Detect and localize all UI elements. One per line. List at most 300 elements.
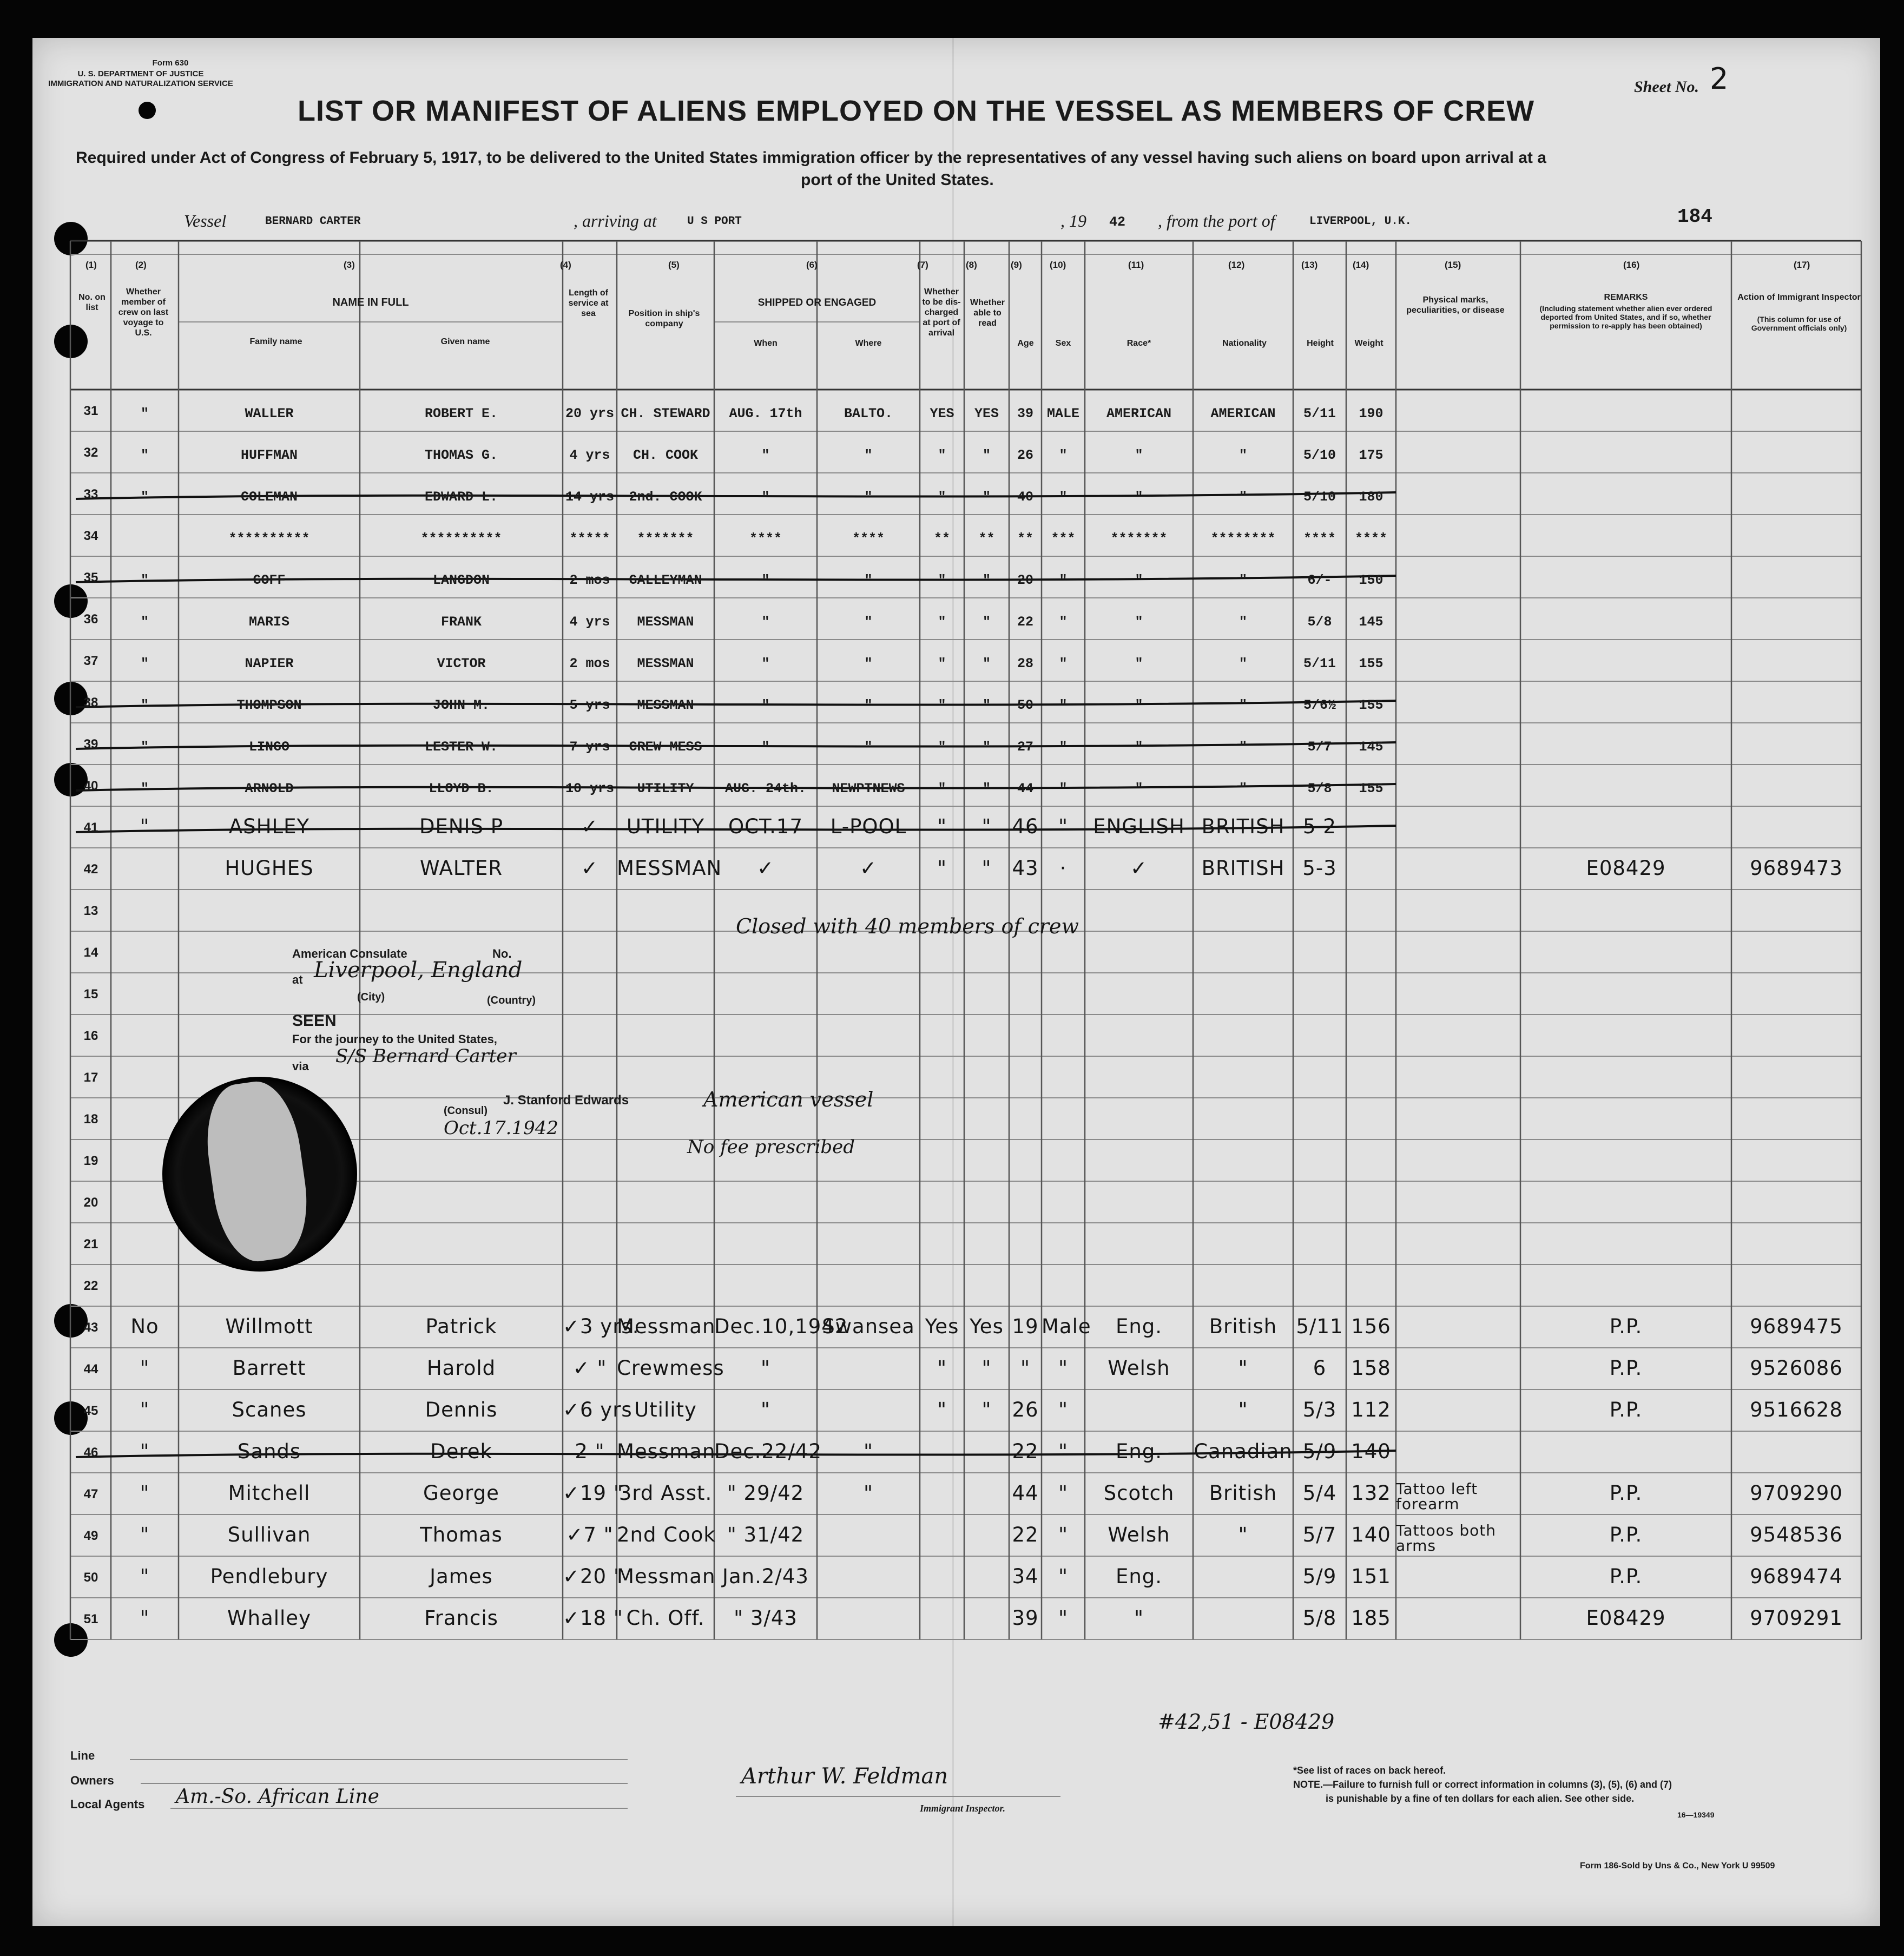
cell-weight: 175 [1359,447,1383,463]
arriving-label: , arriving at [574,211,657,230]
cell-given: ********** [420,531,502,546]
row-number: 51 [83,1612,98,1626]
cell-nat: " [1238,1356,1248,1380]
cell-position: Crewmess [617,1356,724,1380]
cell-height: 5/3 [1302,1398,1337,1421]
header-nationality: Nationality [1222,339,1267,348]
cell-read: " [982,489,991,505]
cell-read: ** [978,531,995,546]
column-number: (11) [1128,260,1144,270]
column-number: (13) [1301,260,1318,270]
cell-given: LESTER W. [424,739,498,755]
cell-age: 19 [1012,1315,1039,1338]
row-number: 36 [83,612,98,627]
header-name: NAME IN FULL [332,297,409,308]
column-number: (17) [1794,260,1810,270]
cell-nat: " [1238,739,1247,755]
cell-where: " [864,572,873,588]
cell-position: MESSMAN [637,614,694,630]
header-shipped: SHIPPED OR ENGAGED [757,297,877,308]
cell-read: " [981,1356,992,1380]
cell-given: George [423,1481,499,1505]
cell-given: LANGDON [432,572,490,588]
cell-service: ✓20 " [563,1565,623,1588]
cell-when: " 29/42 [727,1481,805,1505]
cell-c2: " [140,1481,150,1505]
print-code: 16—19349 [1677,1810,1715,1819]
cell-sex: " [1059,656,1068,671]
cell-height: 5/10 [1303,447,1336,463]
row-number: 40 [83,779,98,793]
cell-sex: " [1059,572,1068,588]
seen-label: SEEN [292,1012,337,1030]
cell-nat: " [1238,489,1247,505]
cell-c2: " [140,1523,150,1546]
row-number: 18 [83,1112,98,1127]
closed-note: Closed with 40 members of crew [736,914,1079,938]
cell-weight: 150 [1359,572,1383,588]
cell-disch: " [937,857,947,880]
cell-c16: E08429 [1586,857,1666,880]
cell-age: 26 [1017,447,1033,463]
from-port-label: , from the port of [1158,211,1275,230]
cell-where: BALTO. [844,406,893,422]
header-family-name: Family name [249,337,302,346]
cell-when: Dec.22/42 [714,1440,822,1463]
cell-height: 5/11 [1303,406,1336,422]
cell-service: ***** [569,531,610,546]
cell-race: ENGLISH [1093,815,1185,838]
inspector-signature: Arthur W. Feldman [741,1764,948,1789]
cell-age: 20 [1017,572,1033,588]
cell-race: " [1134,1606,1144,1630]
column-number: (14) [1353,260,1369,270]
cell-given: Thomas [420,1523,503,1546]
cell-weight: 180 [1359,489,1383,505]
consulate-place: Liverpool, England [314,958,523,983]
cell-c17: 9689473 [1750,857,1843,880]
cell-c16: P.P. [1609,1356,1643,1380]
cell-c16: P.P. [1609,1398,1643,1421]
cell-weight: 155 [1359,781,1383,796]
cell-family: COLEMAN [240,489,298,505]
cell-height: 5/6½ [1303,697,1336,713]
cell-position: ******* [637,531,694,546]
cell-family: Mitchell [228,1481,311,1505]
cell-race: Eng. [1115,1440,1163,1463]
cell-where: ✓ [859,857,877,880]
agents-value: Am.-So. African Line [176,1786,379,1808]
cell-nat: ******** [1210,531,1276,546]
cell-height: 5/7 [1302,1523,1337,1546]
cell-disch: " [938,614,946,630]
header-age: Age [1017,339,1034,348]
year-label: , 19 [1060,211,1086,230]
cell-c2: " [140,1606,150,1630]
cell-age: 39 [1012,1606,1039,1630]
cell-race: " [1135,781,1143,796]
cell-sex: " [1059,739,1068,755]
cell-position: Utility [634,1398,697,1421]
cell-service: 2 mos [569,656,610,671]
consul-name: J. Stanford Edwards [503,1093,629,1108]
cell-c17: 9516628 [1750,1398,1843,1421]
row-number: 16 [83,1029,98,1043]
cell-when: " [761,656,770,671]
from-port: LIVERPOOL, U.K. [1309,215,1412,228]
row-number: 33 [83,487,98,502]
cell-c15: Tattoos both arms [1396,1522,1496,1555]
cell-read: " [981,815,992,838]
cell-read: Yes [970,1315,1004,1338]
cell-height: 5/7 [1307,739,1332,755]
header-inspector-note: (This column for use of Government officials only) [1751,315,1847,332]
cell-age: 46 [1012,815,1039,838]
header-race: Race* [1126,339,1151,348]
row-number: 15 [83,987,98,1002]
row-number: 31 [83,404,98,418]
cell-when: " 31/42 [727,1523,805,1546]
row-number: 34 [83,529,98,543]
cell-given: JOHN M. [432,697,490,713]
cell-c2: " [140,572,149,588]
cell-when: AUG. 24th. [724,781,807,796]
cell-given: Dennis [425,1398,498,1421]
header-read: Whether able to read [970,298,1005,328]
cell-family: Whalley [227,1606,311,1630]
column-number: (15) [1445,260,1461,270]
cell-nat: " [1238,1523,1248,1546]
cell-c2: " [140,1565,150,1588]
column-number: (8) [966,260,977,270]
cell-family: HUGHES [225,857,314,880]
cell-race: ✓ [1130,857,1148,880]
cell-read: " [982,614,991,630]
row-number: 14 [83,945,98,960]
row-number: 44 [83,1362,98,1377]
subtitle-line1: Required under Act of Congress of February 5, 1917, to be delivered to the United States immigration officer by the representatives of any vessel having such aliens on board upon arrival at a [76,149,1546,167]
cell-race: Eng. [1115,1315,1163,1338]
header-sex: Sex [1055,339,1071,348]
cell-nat: British [1209,1481,1277,1505]
cell-disch: Yes [925,1315,959,1338]
cell-sex: " [1058,1481,1069,1505]
consulate-date: Oct.17.1942 [444,1117,558,1139]
row-number: 17 [83,1070,98,1085]
cell-nat: " [1238,447,1247,463]
cell-position: Ch. Off. [626,1606,705,1630]
cell-position: MESSMAN [637,697,694,713]
cell-read: " [982,781,991,796]
row-number: 41 [83,820,98,835]
penalty-note-2: is punishable by a fine of ten dollars for each alien. See other side. [1326,1793,1635,1804]
cell-given: Harold [426,1356,496,1380]
cell-service: 14 yrs [565,489,614,505]
cell-given: Derek [430,1440,492,1463]
cell-service: 4 yrs [569,447,610,463]
cell-given: Patrick [425,1315,497,1338]
cell-position: CREW MESS [629,739,702,755]
cell-when: " [761,572,770,588]
header-shipped-when: When [754,339,778,348]
cell-service: ✓ [581,815,598,838]
header-physical-marks: Physical marks, peculiarities, or disease [1406,295,1505,315]
cell-read: " [982,656,991,671]
cell-where: " [863,1481,874,1505]
cell-c2: " [140,614,149,630]
cell-service: ✓ " [572,1356,607,1380]
cell-family: MARIS [248,614,289,630]
cell-c17: 9689474 [1750,1565,1843,1588]
cell-weight: 112 [1351,1398,1391,1421]
cell-sex: " [1059,489,1068,505]
column-number: (1) [85,260,97,270]
cell-nat: BRITISH [1201,815,1285,838]
cell-c2: " [140,656,149,671]
cell-position: Messman [617,1315,716,1338]
cell-position: 2nd. COOK [629,489,702,505]
cell-sex: " [1058,1440,1069,1463]
cell-c2: " [140,1398,150,1421]
cell-when: " [761,739,770,755]
row-number: 13 [83,904,98,918]
cell-sex: " [1059,781,1068,796]
cell-family: LINGO [248,739,289,755]
column-number: (5) [668,260,680,270]
cell-c2: " [140,815,150,838]
cell-family: THOMPSON [236,697,302,713]
cell-disch: " [938,781,946,796]
cell-where: " [864,614,873,630]
cell-nat: " [1238,656,1247,671]
cell-c17: 9689475 [1750,1315,1843,1338]
cell-race: " [1135,739,1143,755]
cell-service: 7 yrs [569,739,610,755]
cell-family: NAPIER [245,656,294,671]
cell-age: 22 [1012,1523,1039,1546]
cell-c2: " [140,406,149,422]
cell-c17: 9709290 [1750,1481,1843,1505]
header-weight: Weight [1354,339,1383,348]
cell-nat: Canadian [1194,1440,1293,1463]
column-number: (16) [1623,260,1640,270]
cell-family: WALLER [245,406,294,422]
cell-age: ** [1017,531,1033,546]
cell-age: 43 [1012,857,1039,880]
cell-c16: P.P. [1609,1565,1643,1588]
journey-label: For the journey to the United States, [292,1032,497,1046]
cell-c2: " [140,1440,150,1463]
cell-disch: ** [933,531,950,546]
cell-when: AUG. 17th [729,406,802,422]
cell-family: Scanes [232,1398,307,1421]
via-label: via [292,1059,309,1073]
cell-weight: 140 [1351,1440,1391,1463]
column-number: (9) [1011,260,1022,270]
cell-c16: P.P. [1609,1481,1643,1505]
cell-age: 40 [1017,489,1033,505]
cell-position: CH. STEWARD [621,406,710,422]
cell-race: Welsh [1108,1523,1170,1546]
cell-weight: 145 [1359,739,1383,755]
cell-c2: " [140,1356,150,1380]
header-position: Position in ship's company [628,309,700,328]
cell-height: 5/8 [1302,1606,1337,1630]
header-discharged: Whether to be dis-charged at port of arrival [922,287,961,338]
cell-family: ********** [228,531,310,546]
cell-weight: 140 [1351,1523,1391,1546]
cell-when: " [761,614,770,630]
consulate-label: American Consulate [292,947,407,960]
cell-c2: " [140,447,149,463]
cell-position: GALLEYMAN [629,572,702,588]
cell-c2: " [140,739,149,755]
header-member: Whether member of crew on last voyage to U.S. [118,287,169,338]
form-number: Form 630 [152,58,189,68]
cell-age: 22 [1012,1440,1039,1463]
cell-where: " [864,447,873,463]
cell-age: 39 [1017,406,1033,422]
cell-read: " [981,1398,992,1421]
cell-read: YES [974,406,999,422]
cell-height: 6/- [1307,572,1332,588]
cell-height: 5/8 [1307,781,1332,796]
cell-weight: 155 [1359,656,1383,671]
cell-where: " [863,1440,874,1463]
cell-race: " [1135,447,1143,463]
cell-when: " [761,489,770,505]
cell-height: 5/11 [1296,1315,1343,1338]
page-title: LIST OR MANIFEST OF ALIENS EMPLOYED ON THE VESSEL AS MEMBERS OF CREW [298,95,1535,127]
column-number: (4) [560,260,571,270]
cell-height: 5/9 [1302,1440,1337,1463]
cell-age: 34 [1012,1565,1039,1588]
cell-race: " [1135,614,1143,630]
cell-given: ROBERT E. [424,406,498,422]
cell-when: Jan.2/43 [722,1565,809,1588]
cell-nat: BRITISH [1201,857,1285,880]
cell-family: Willmott [225,1315,313,1338]
cell-sex: " [1058,1606,1069,1630]
agents-label: Local Agents [70,1797,145,1811]
cell-disch: " [938,572,946,588]
cell-nat: AMERICAN [1210,406,1276,422]
owners-label: Owners [70,1774,114,1787]
cell-height: 5/8 [1307,614,1332,630]
cell-when: " [761,697,770,713]
cell-age: 50 [1017,697,1033,713]
year-value: 42 [1109,214,1126,230]
cell-family: Barrett [232,1356,306,1380]
cell-age: 44 [1017,781,1033,796]
cell-read: " [982,697,991,713]
cell-when: OCT.17 [728,815,803,838]
cell-given: EDWARD L. [424,489,498,505]
row-number: 35 [83,570,98,585]
header-shipped-where: Where [855,339,882,348]
cell-sex: " [1059,447,1068,463]
cell-race: " [1135,656,1143,671]
cell-height: **** [1303,531,1336,546]
cell-sex: " [1058,1523,1069,1546]
cell-c2: " [140,781,149,796]
cell-weight: 156 [1351,1315,1391,1338]
row-number: 38 [83,695,98,710]
vessel-name: BERNARD CARTER [265,215,361,228]
cell-disch: " [938,697,946,713]
header-inspector-action: Action of Immigrant Inspector [1737,293,1861,302]
cell-weight: 185 [1351,1606,1391,1630]
cell-where: Swansea [822,1315,915,1338]
city-label: (City) [357,991,385,1003]
cell-race: " [1135,697,1143,713]
cell-where: " [864,656,873,671]
cell-service: ✓3 yrs. [563,1315,640,1338]
row-number: 47 [83,1487,98,1501]
cell-disch: " [938,447,946,463]
cell-age: 22 [1017,614,1033,630]
department: U. S. DEPARTMENT OF JUSTICE [77,69,204,78]
column-number: (6) [806,260,818,270]
cell-age: 27 [1017,739,1033,755]
cell-disch: YES [930,406,954,422]
cell-c16: E08429 [1586,1606,1666,1630]
cell-age: 28 [1017,656,1033,671]
cell-nat: " [1238,781,1247,796]
cell-family: ARNOLD [245,781,294,796]
cell-service: 4 yrs [569,614,610,630]
cell-service: ✓19 " [563,1481,623,1505]
column-number: (12) [1228,260,1245,270]
cell-weight: 145 [1359,614,1383,630]
header-given-name: Given name [440,337,490,346]
cell-position: CH. COOK [633,447,699,463]
cell-weight: 190 [1359,406,1383,422]
cell-weight: 151 [1351,1565,1391,1588]
cell-family: Sullivan [227,1523,311,1546]
cell-position: UTILITY [637,781,694,796]
cell-c16: P.P. [1609,1523,1643,1546]
cell-c17: 9526086 [1750,1356,1843,1380]
cell-given: THOMAS G. [424,447,498,463]
cell-sex: " [1058,1565,1069,1588]
cell-c17: 9709291 [1750,1606,1843,1630]
cell-sex: · [1059,857,1067,880]
cell-position: Messman [617,1440,716,1463]
cell-given: WALTER [419,857,503,880]
header-no: No. on list [78,293,106,312]
cell-position: UTILITY [626,815,705,838]
cell-where: " [864,739,873,755]
row-number: 20 [83,1195,98,1210]
cell-height: 5-3 [1302,857,1337,880]
column-number: (2) [135,260,147,270]
cell-family: GOFF [253,572,286,588]
cell-given: Francis [424,1606,498,1630]
cell-family: Sands [237,1440,301,1463]
cell-service: ✓7 " [566,1523,614,1546]
cell-weight: 155 [1359,697,1383,713]
consulate-note-vessel: American vessel [703,1088,874,1111]
country-label: (Country) [487,995,536,1006]
cell-disch: " [938,656,946,671]
line-label: Line [70,1749,95,1762]
cell-disch: " [937,815,947,838]
cell-sex: MALE [1046,406,1079,422]
cell-sex: *** [1051,531,1076,546]
cell-family: ASHLEY [228,815,310,838]
cell-disch: " [938,489,946,505]
